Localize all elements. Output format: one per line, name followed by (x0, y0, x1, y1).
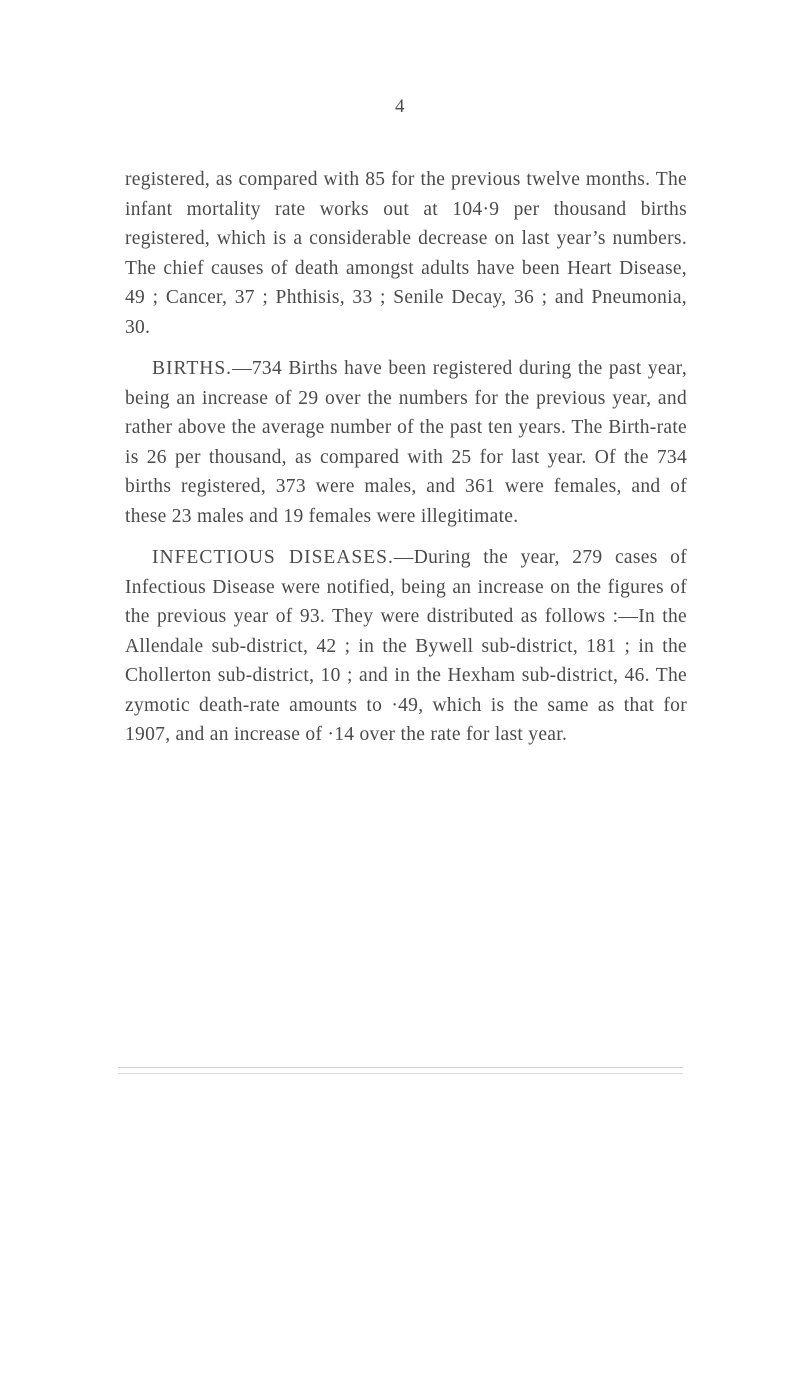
bottom-rule-secondary (118, 1073, 683, 1074)
infectious-diseases-heading: INFECTIOUS DISEASES. (152, 547, 394, 568)
paragraph-infectious-diseases (125, 543, 687, 750)
bottom-rule (118, 1067, 683, 1068)
page-number: 4 (395, 96, 405, 117)
paragraph-births (125, 354, 687, 531)
births-heading: BIRTHS. (152, 358, 233, 379)
paragraph-mortality: registered, as compared with 85 for the previous twelve months. The infant mortality rate works out at 104·9 per thousand births registered, which is a considerable decrease on last year’s numbers. The chief causes of death amongst adults have been Heart Disease, 49 ; Cancer, 37 ; Phthisis, 33 ; Senile Decay, 36 ; and Pneumonia, 30. (125, 169, 687, 338)
births-text: —734 Births have been registered during the past year, being an increase of 29 over the numbers for the previous year, and rather above the average number of the past ten years. The Birth-rate is 26 per thousand, as compared with 25 for last year. Of the 734 births registered, 373 were males, and 361 were females, and of these 23 males and 19 females were illegitimate. (125, 358, 687, 527)
document-body (125, 165, 687, 762)
infectious-diseases-text: —During the year, 279 cases of Infectious Disease were notified, being an increase on the figures of the previous year of 93. They were distributed as follows :—In the Allendale sub-district, 42 ; in the Bywell sub-district, 181 ; in the Chollerton sub-district, 10 ; and in the Hexham sub-district, 46. The zymotic death-rate amounts to ·49, which is the same as that for 1907, and an increase of ·14 over the rate for last year. (125, 547, 687, 745)
